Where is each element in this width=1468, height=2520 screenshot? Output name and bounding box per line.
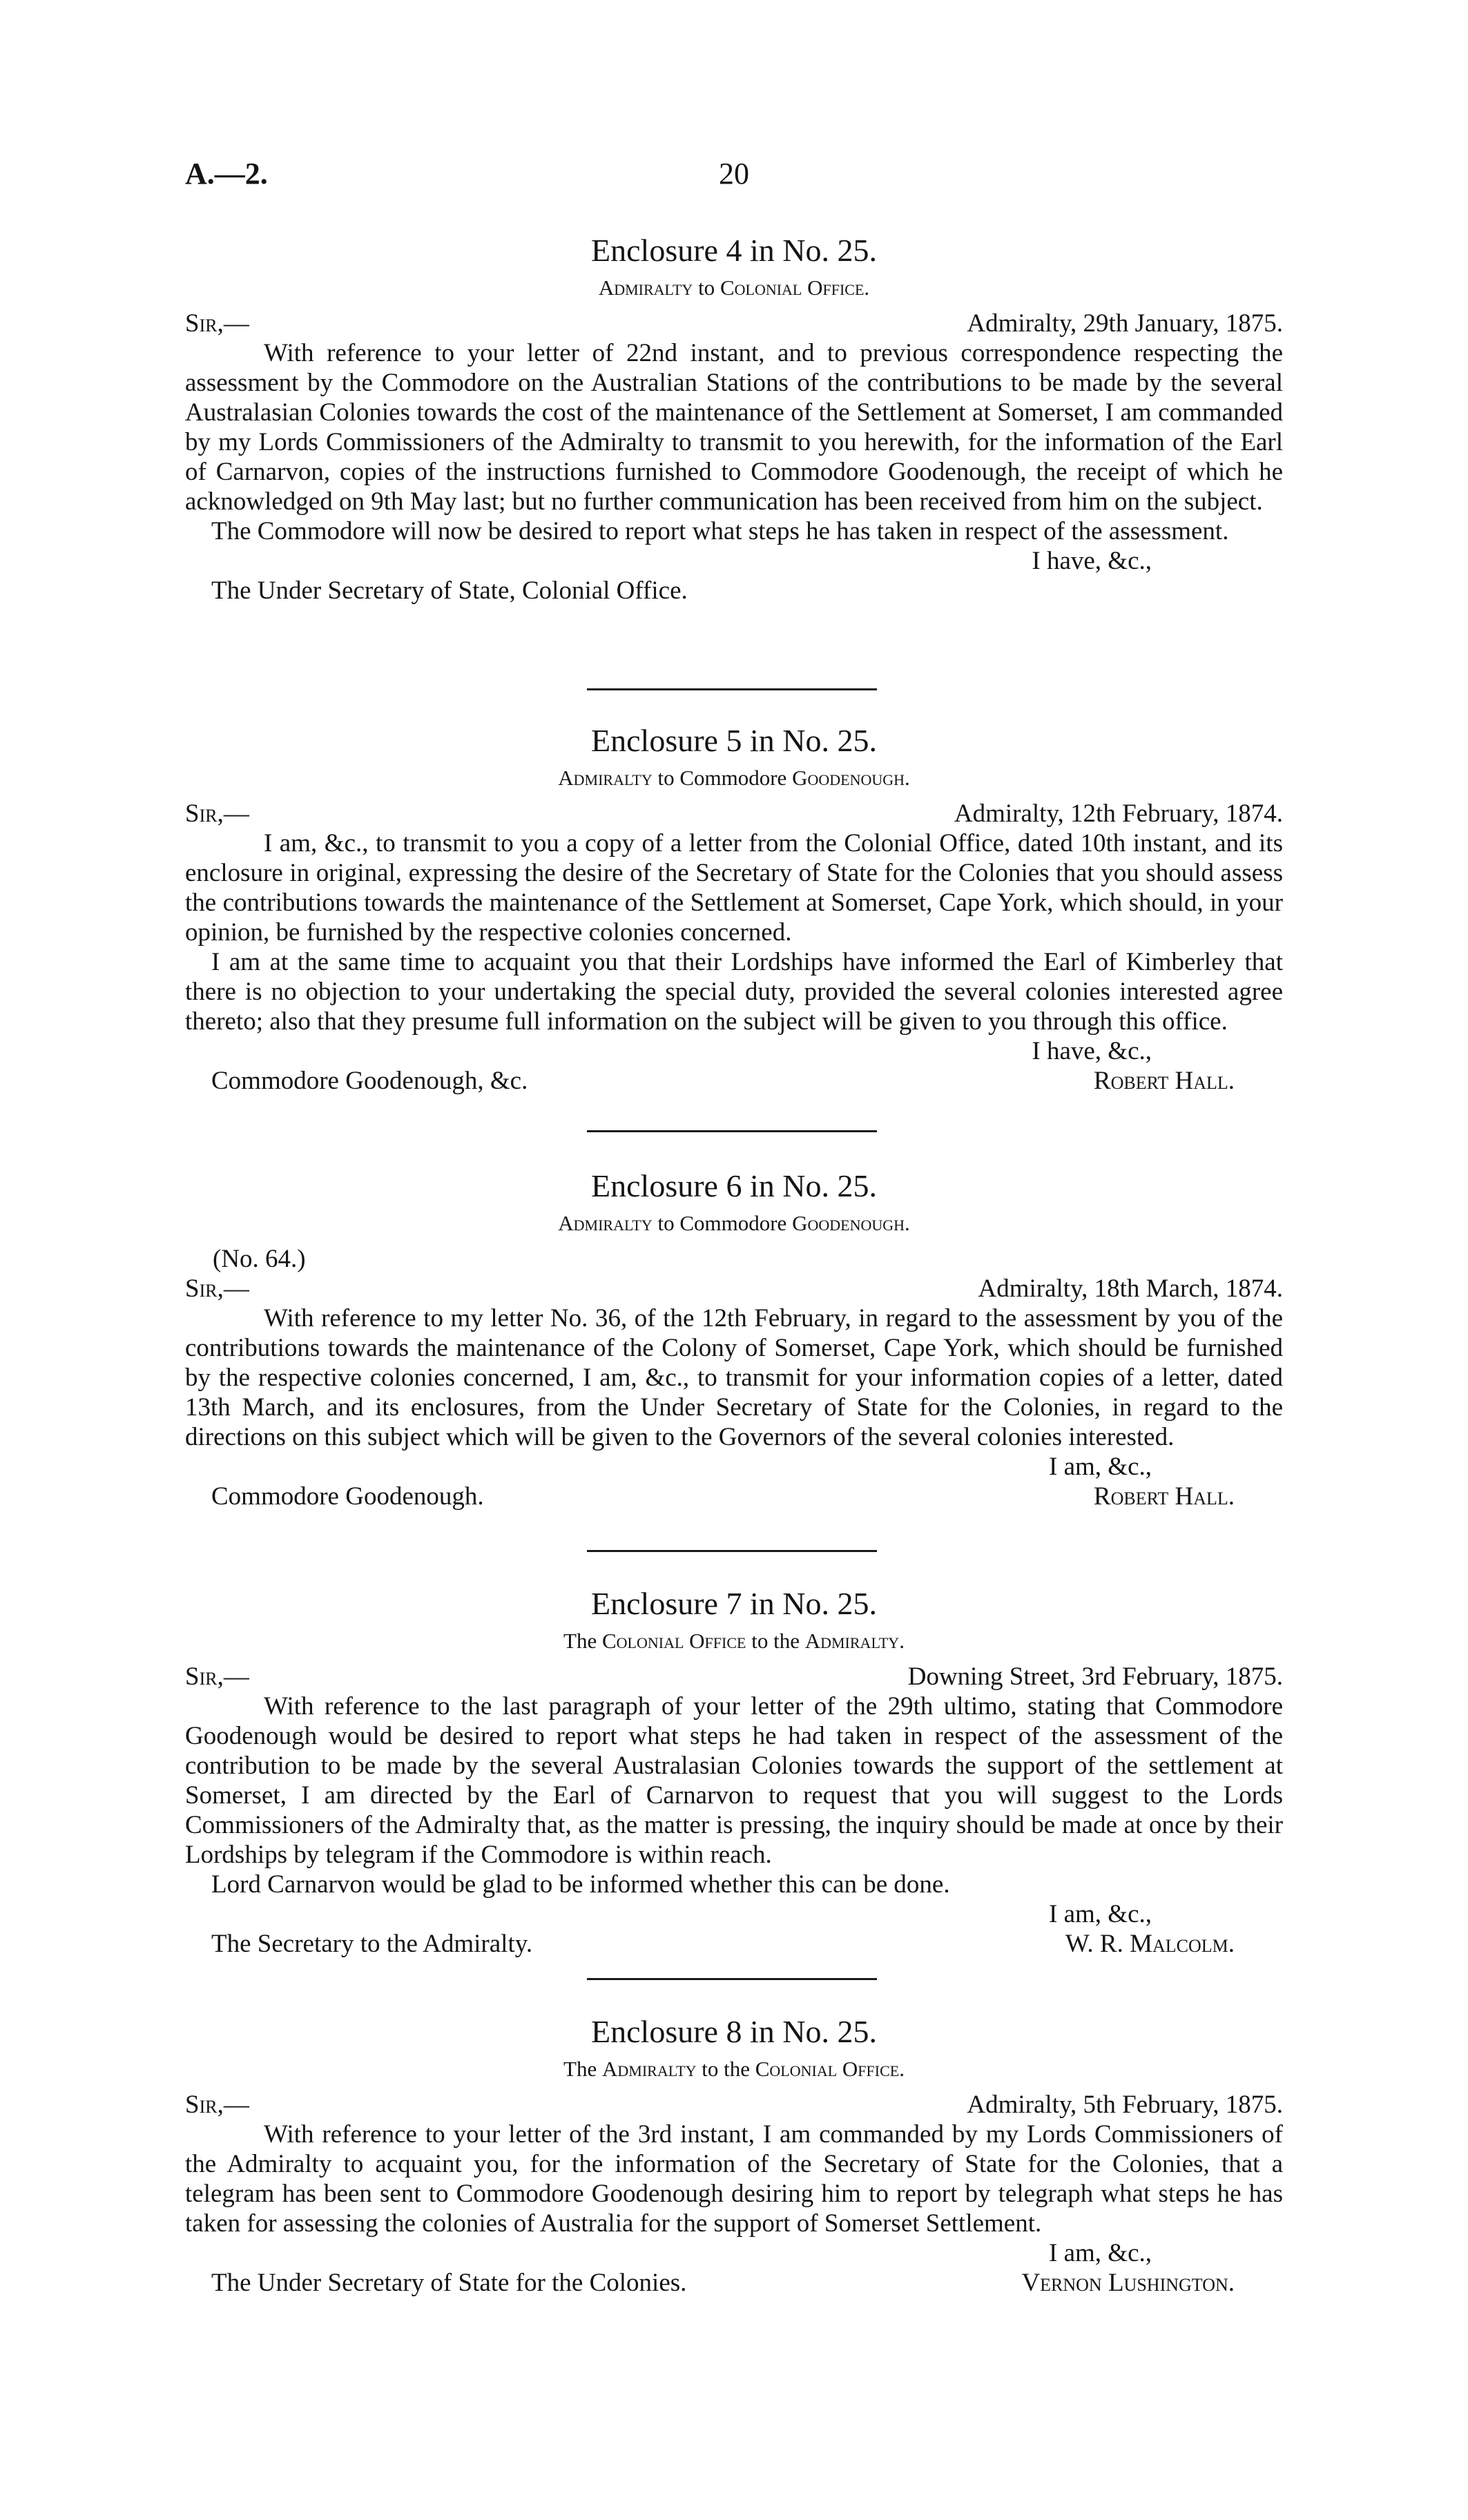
enclosure-subtitle xyxy=(185,1210,1283,1237)
letter-paragraph: With reference to the last paragraph of your letter of the 29th ultimo, stating that Commodore Goodenough would be desired to report what steps he had taken in respect of the assessment of the contribution to be made by the several Australasian Colonies towards the support of the settlement at Somerset, I am directed by the Earl of Carnarvon to request that you will suggest to the Lords Commissioners of the Admiralty that, as the matter is pressing, the inquiry should be made at once by their Lordships by telegram if the Commodore is within reach. xyxy=(185,1692,1283,1869)
section-divider xyxy=(587,1130,877,1132)
section-divider xyxy=(587,1550,877,1552)
enclosure-title: Enclosure 4 in No. 25. xyxy=(591,233,877,268)
sender: Colonial Office xyxy=(601,1629,746,1653)
salutation-row xyxy=(185,309,1283,338)
addressee: The Under Secretary of State for the Colonies. xyxy=(211,2269,687,2297)
recipient: Colonial Office. xyxy=(755,2057,905,2081)
salutation: Sir,— xyxy=(185,1663,249,1691)
salutation: Sir,— xyxy=(185,2091,249,2119)
enclosure-title: Enclosure 8 in No. 25. xyxy=(591,2014,877,2049)
letter-date: Admiralty, 5th February, 1875. xyxy=(967,2091,1283,2119)
letter-paragraph: With reference to your letter of 22nd instant, and to previous correspondence respecting the assessment by the Commodore on the Australian Stations of the contributions to be made by the several Australasian Colonies towards the cost of the maintenance of the Settlement at Somerset, I am commanded by my Lords Commissioners of the Admiralty to transmit to you herewith, for the information of the Earl of Carnarvon, copies of the instructions furnished to Commodore Goodenough, the receipt of which he acknowledged on 9th May last; but no further communication has been received from him on the subject. xyxy=(185,339,1283,516)
enclosure-subtitle xyxy=(185,764,1283,792)
article: The xyxy=(563,1629,597,1653)
letter-number: (No. 64.) xyxy=(213,1245,306,1273)
enclosure-5 xyxy=(185,721,1283,1096)
letter-paragraph: With reference to your letter of the 3rd instant, I am commanded by my Lords Commissioners of the Admiralty to acquaint you, for the information of the Secretary of State for the Colonies, that a telegram has been sent to Commodore Goodenough desiring him to report by telegraph what steps he has taken for assessing the colonies of Australia for the support of Somerset Settlement. xyxy=(185,2120,1283,2238)
paper-reference: A.—2. xyxy=(185,157,268,191)
letter-closing: I am, &c., xyxy=(1049,1900,1152,1928)
conjunction: to xyxy=(698,275,715,300)
salutation: Sir,— xyxy=(185,799,249,828)
signature-row xyxy=(185,2268,1283,2298)
conjunction: to Commodore xyxy=(657,766,787,790)
letter-paragraph: I am, &c., to transmit to you a copy of a letter from the Colonial Office, dated 10th instant, and its enclosure in original, expressing the desire of the Secretary of State for the Colonies that you should assess the contributions towards the maintenance of the Settlement at Somerset, Cape York, which should, in your opinion, be furnished by the respective colonies concerned. xyxy=(185,829,1283,947)
conjunction: to the xyxy=(702,2057,750,2081)
recipient: Goodenough. xyxy=(792,1211,910,1235)
salutation: Sir,— xyxy=(185,1274,249,1303)
enclosure-subtitle xyxy=(185,1627,1283,1655)
signature-row xyxy=(185,576,1283,605)
signature-row xyxy=(185,1482,1283,1511)
section-divider xyxy=(587,688,877,690)
salutation: Sir,— xyxy=(185,309,249,338)
recipient: Colonial Office. xyxy=(719,275,870,300)
letter-paragraph: Lord Carnarvon would be glad to be informed whether this can be done. xyxy=(211,1870,950,1899)
letter-date: Downing Street, 3rd February, 1875. xyxy=(907,1663,1283,1691)
running-header xyxy=(185,159,1283,200)
enclosure-7 xyxy=(185,1584,1283,1959)
enclosure-subtitle xyxy=(185,2055,1283,2083)
addressee: Commodore Goodenough. xyxy=(211,1482,484,1511)
letter-closing: I have, &c., xyxy=(1032,1037,1152,1065)
letter-paragraph: I am at the same time to acquaint you that their Lordships have informed the Earl of Kimberley that there is no objection to your undertaking the special duty, provided the several colonies interested agree thereto; also that they presume full information on the subject will be given to you through this office. xyxy=(185,948,1283,1036)
article: The xyxy=(563,2057,597,2081)
salutation-row xyxy=(185,799,1283,828)
recipient: Admiralty. xyxy=(804,1629,905,1653)
sender: Admiralty xyxy=(598,275,693,300)
signatory: Robert Hall. xyxy=(1093,1067,1235,1095)
addressee: The Under Secretary of State, Colonial Office. xyxy=(211,576,688,605)
sender: Admiralty xyxy=(558,766,653,790)
enclosure-title: Enclosure 5 in No. 25. xyxy=(591,723,877,758)
conjunction: to Commodore xyxy=(657,1211,787,1235)
letter-date: Admiralty, 18th March, 1874. xyxy=(978,1274,1283,1303)
salutation-row xyxy=(185,2090,1283,2120)
enclosure-title: Enclosure 7 in No. 25. xyxy=(591,1586,877,1621)
conjunction: to the xyxy=(751,1629,800,1653)
enclosure-title: Enclosure 6 in No. 25. xyxy=(591,1168,877,1203)
letter-paragraph: The Commodore will now be desired to report what steps he has taken in respect of the assessment. xyxy=(211,517,1229,545)
letter-closing: I am, &c., xyxy=(1049,2239,1152,2267)
enclosure-8 xyxy=(185,2013,1283,2298)
signature-row xyxy=(185,1066,1283,1096)
enclosure-4 xyxy=(185,231,1283,605)
sender: Admiralty xyxy=(558,1211,653,1235)
sender: Admiralty xyxy=(601,2057,697,2081)
salutation-row xyxy=(185,1274,1283,1303)
enclosure-6 xyxy=(185,1167,1283,1511)
addressee: The Secretary to the Admiralty. xyxy=(211,1930,533,1958)
signatory: W. R. Malcolm. xyxy=(1065,1930,1235,1958)
addressee: Commodore Goodenough, &c. xyxy=(211,1067,528,1095)
enclosure-subtitle xyxy=(185,274,1283,302)
letter-closing: I am, &c., xyxy=(1049,1453,1152,1481)
page-number: 20 xyxy=(719,157,749,191)
letter-paragraph: With reference to my letter No. 36, of the 12th February, in regard to the assessment by you of the contributions towards the maintenance of the Colony of Somerset, Cape York, which should be furnished by the respective colonies concerned, I am, &c., to transmit for your information copies of a letter, dated 13th March, and its enclosures, from the Under Secretary of State for the Colonies, in regard to the directions on this subject which will be given to the Governors of the several colonies interested. xyxy=(185,1304,1283,1451)
signatory: Vernon Lushington. xyxy=(1021,2269,1235,2297)
section-divider xyxy=(587,1978,877,1980)
letter-closing: I have, &c., xyxy=(1032,547,1152,575)
signature-row xyxy=(185,1929,1283,1959)
letter-date: Admiralty, 12th February, 1874. xyxy=(954,799,1283,828)
recipient: Goodenough. xyxy=(792,766,910,790)
letter-date: Admiralty, 29th January, 1875. xyxy=(967,309,1283,338)
salutation-row xyxy=(185,1662,1283,1692)
signatory: Robert Hall. xyxy=(1093,1482,1235,1511)
